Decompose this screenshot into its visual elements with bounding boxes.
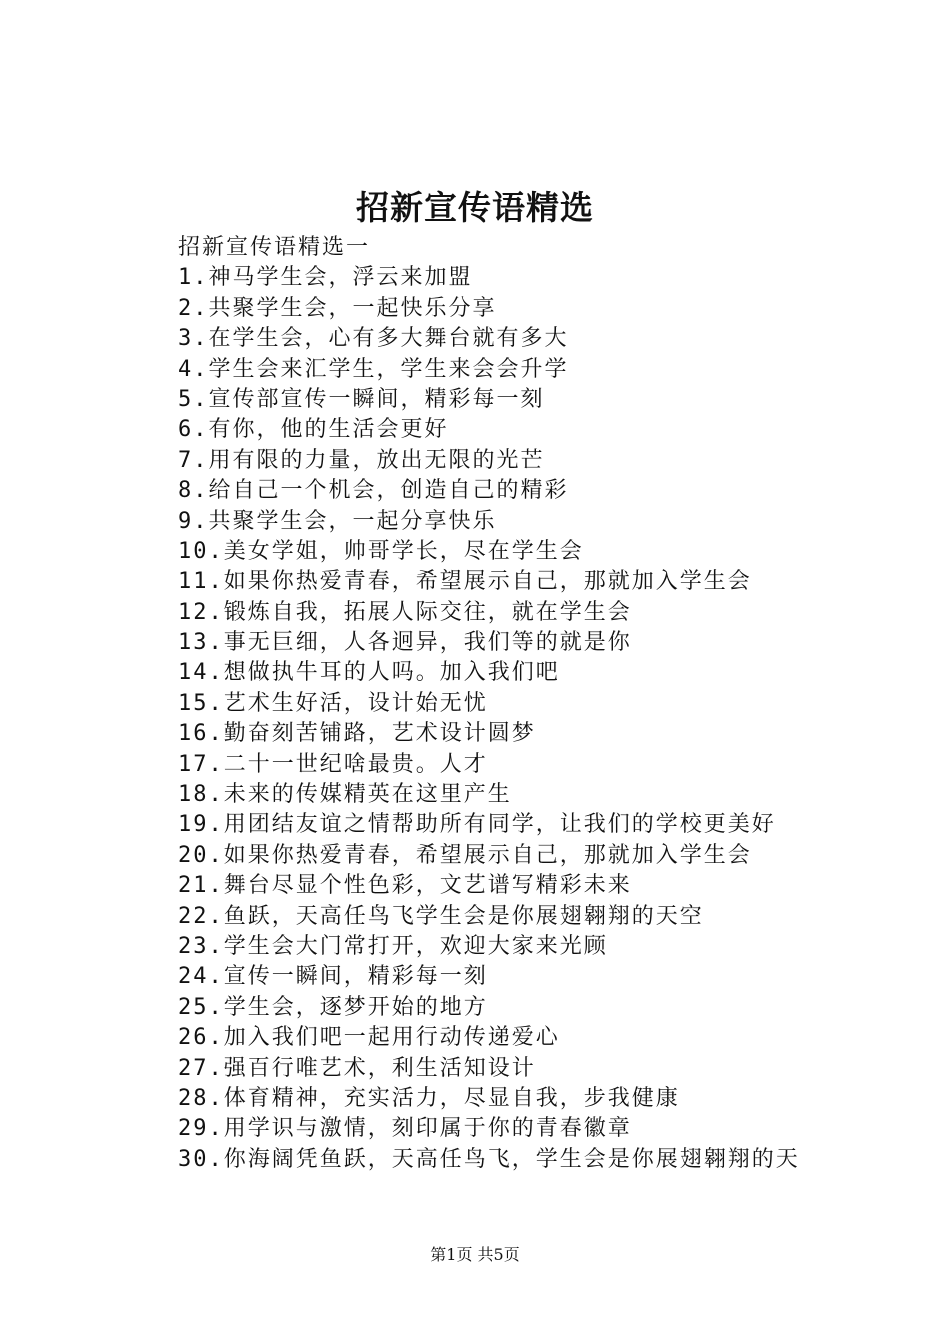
slogan-item: 23.学生会大门常打开，欢迎大家来光顾 [178,933,608,959]
slogan-item: 12.锻炼自我，拓展人际交往，就在学生会 [178,599,632,625]
page-footer: 第1页 共5页 [430,1245,520,1264]
slogan-item: 13.事无巨细，人各迥异，我们等的就是你 [178,630,632,656]
slogan-item: 21.舞台尽显个性色彩，文艺谱写精彩未来 [178,873,632,899]
document-title: 招新宣传语精选 [356,188,594,227]
slogan-item: 8.给自己一个机会，创造自己的精彩 [178,478,569,504]
slogan-item: 16.勤奋刻苦铺路，艺术设计圆梦 [178,721,536,747]
slogan-item: 27.强百行唯艺术，利生活知设计 [178,1055,536,1081]
slogan-item: 29.用学识与激情，刻印属于你的青春徽章 [178,1116,632,1142]
slogan-item: 17.二十一世纪啥最贵。人才 [178,751,488,777]
slogan-item: 25.学生会，逐梦开始的地方 [178,994,488,1020]
slogan-item: 11.如果你热爱青春，希望展示自己，那就加入学生会 [178,569,752,595]
slogan-item: 22.鱼跃，天高任鸟飞学生会是你展翅翱翔的天空 [178,903,704,929]
slogan-item: 15.艺术生好活，设计始无忧 [178,690,488,716]
slogan-item: 4.学生会来汇学生，学生来会会升学 [178,356,569,382]
slogan-item: 20.如果你热爱青春，希望展示自己，那就加入学生会 [178,842,752,868]
slogan-item: 26.加入我们吧一起用行动传递爱心 [178,1025,560,1051]
slogan-item: 9.共聚学生会，一起分享快乐 [178,508,497,534]
slogan-item: 18.未来的传媒精英在这里产生 [178,782,512,808]
slogan-item: 2.共聚学生会，一起快乐分享 [178,295,497,321]
slogan-item: 28.体育精神，充实活力，尽显自我，步我健康 [178,1085,680,1111]
slogan-list [178,263,878,1175]
document-body [178,233,878,1175]
slogan-item: 24.宣传一瞬间，精彩每一刻 [178,964,488,990]
slogan-item: 10.美女学姐，帅哥学长，尽在学生会 [178,538,584,564]
section-heading: 招新宣传语精选一 [178,235,371,260]
slogan-item: 3.在学生会，心有多大舞台就有多大 [178,326,569,352]
slogan-item: 30.你海阔凭鱼跃，天高任鸟飞，学生会是你展翅翱翔的天 [178,1146,800,1172]
slogan-item: 14.想做执牛耳的人吗。加入我们吧 [178,660,560,686]
slogan-item: 5.宣传部宣传一瞬间，精彩每一刻 [178,386,545,412]
slogan-item: 6.有你，他的生活会更好 [178,417,449,443]
slogan-item: 7.用有限的力量，放出无限的光芒 [178,447,545,473]
slogan-item: 19.用团结友谊之情帮助所有同学，让我们的学校更美好 [178,812,776,838]
slogan-item: 1.神马学生会，浮云来加盟 [178,265,473,291]
